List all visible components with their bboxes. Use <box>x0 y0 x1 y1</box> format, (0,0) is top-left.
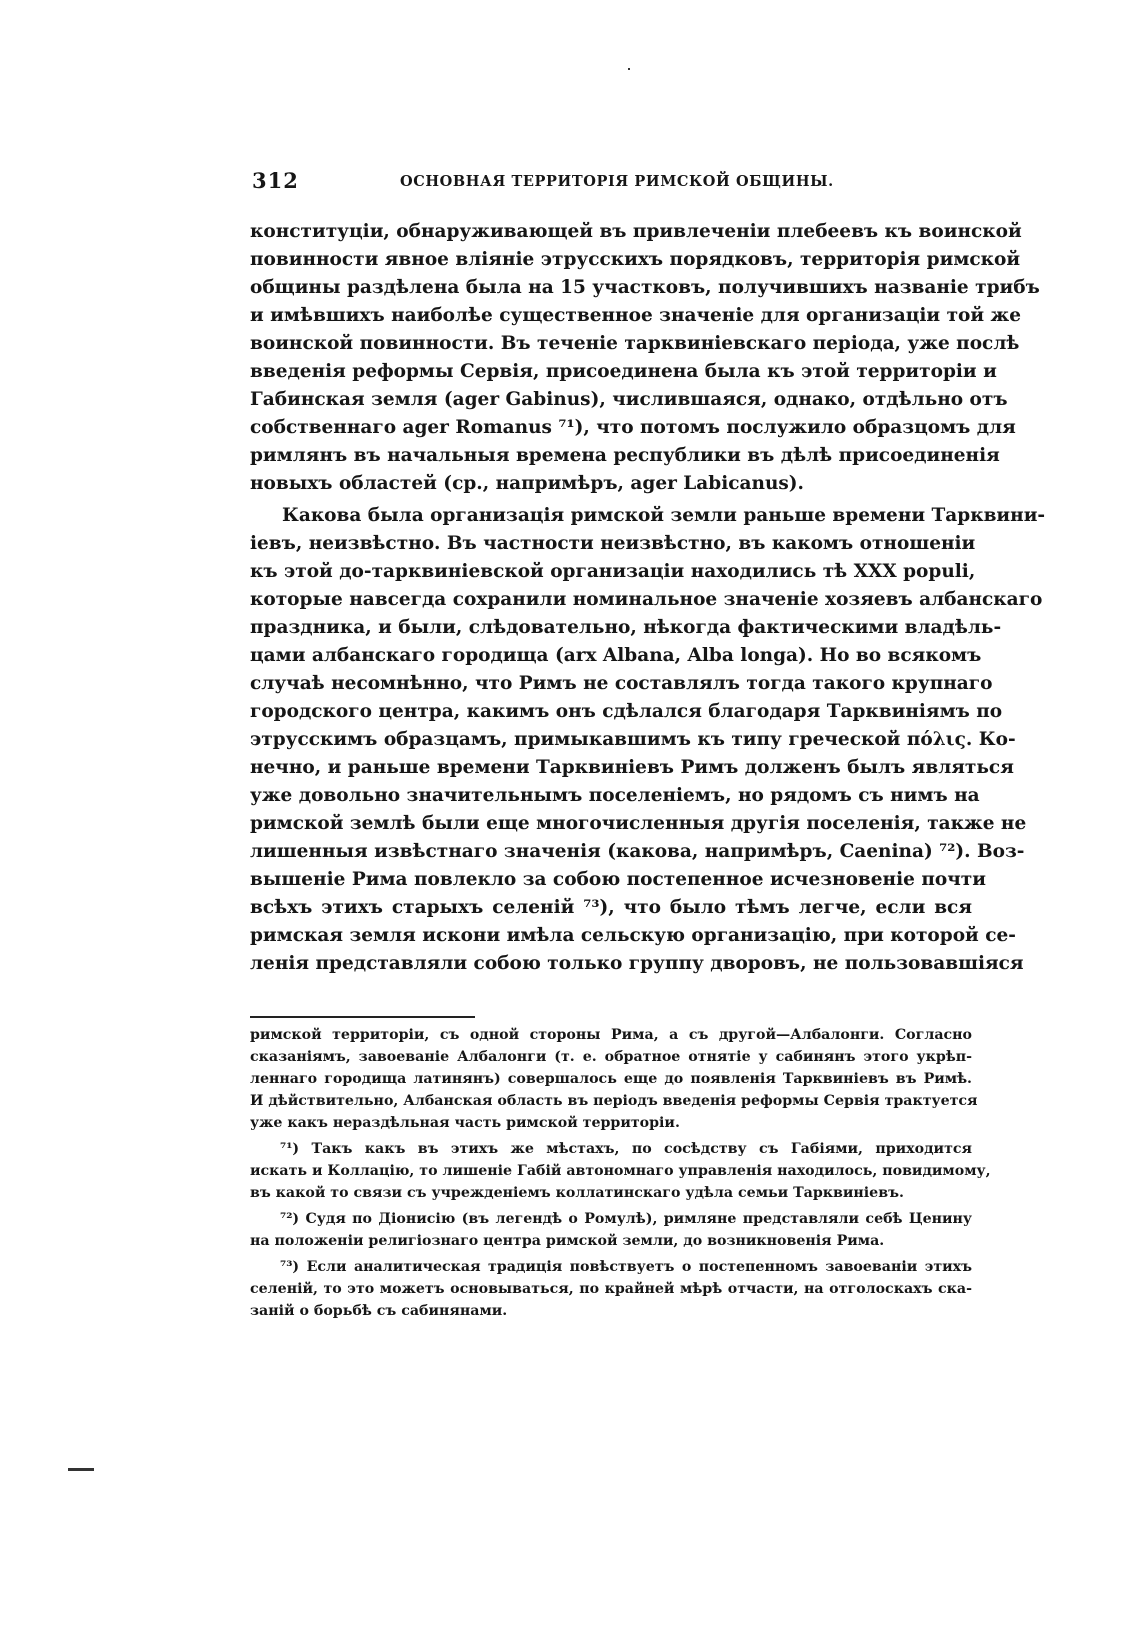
footnote-line: ⁷²) Судя по Діонисію (въ легендѣ о Ромулѣ), римляне представляли себѣ Ценину <box>280 1211 972 1227</box>
footnote-line: римской территоріи, съ одной стороны Рима, а съ другой—Албалонги. Согласно <box>250 1027 972 1043</box>
text-line: римлянъ въ начальныя времена республики въ дѣлѣ присоединенія <box>250 445 1000 466</box>
footnote-line: леннаго городища латинянъ) совершалось еще до появленія Тарквиніевъ въ Римѣ. <box>250 1071 972 1087</box>
text-line: праздника, и были, слѣдовательно, нѣкогда фактическими владѣль- <box>250 617 1002 638</box>
footnote-line: И дѣйствительно, Албанская область въ періодъ введенія реформы Сервія трактуется <box>250 1093 978 1109</box>
text-line: общины раздѣлена была на 15 участковъ, получившихъ названіе трибъ <box>250 277 1040 298</box>
footnote-line: искать и Коллацію, то лишеніе Габій автономнаго управленія находилось, повидимому, <box>250 1163 991 1179</box>
page-number: 312 <box>252 168 299 193</box>
text-line: этрусскимъ образцамъ, примыкавшимъ къ типу греческой πόλις. Ко- <box>250 729 1016 750</box>
text-line: всѣхъ этихъ старыхъ селеній ⁷³), что было тѣмъ легче, если вся <box>250 897 972 918</box>
text-line: лишенныя извѣстнаго значенія (какова, напримѣръ, Caenina) ⁷²). Воз- <box>250 841 1025 862</box>
text-line: римской землѣ были еще многочисленныя другія поселенія, также не <box>250 813 1027 834</box>
text-line: конституціи, обнаруживающей въ привлеченіи плебеевъ къ воинской <box>250 221 1022 242</box>
scan-mark <box>68 1468 94 1471</box>
footnote-line: ⁷³) Если аналитическая традиція повѣствуетъ о постепенномъ завоеваніи этихъ <box>280 1259 972 1275</box>
text-line: Габинская земля (ager Gabinus), числившаяся, однако, отдѣльно отъ <box>250 389 1008 410</box>
text-line: введенія реформы Сервія, присоединена была къ этой территоріи и <box>250 361 997 382</box>
text-line: римская земля искони имѣла сельскую организацію, при которой се- <box>250 925 1016 946</box>
footnote-line: уже какъ нераздѣльная часть римской территоріи. <box>250 1115 680 1131</box>
running-title: ОСНОВНАЯ ТЕРРИТОРІЯ РИМСКОЙ ОБЩИНЫ. <box>400 173 834 190</box>
text-line: уже довольно значительнымъ поселеніемъ, но рядомъ съ нимъ на <box>250 785 980 806</box>
footnote-separator <box>250 1016 475 1018</box>
footnote-line: заній о борьбѣ съ сабинянами. <box>250 1303 508 1319</box>
text-line: вышеніе Рима повлекло за собою постепенное исчезновеніе почти <box>250 869 986 890</box>
footnote-line: селеній, то это можетъ основываться, по крайней мѣрѣ отчасти, на отголоскахъ ска- <box>250 1281 972 1297</box>
text-line: собственнаго ager Romanus ⁷¹), что потомъ послужило образцомъ для <box>250 417 1016 438</box>
text-line: къ этой до-тарквиніевской организаціи находились тѣ XXX populi, <box>250 561 976 582</box>
text-line: ленія представляли собою только группу дворовъ, не пользовавшіяся <box>250 953 1024 974</box>
scan-speck <box>628 68 630 70</box>
text-line: повинности явное вліяніе этрусскихъ порядковъ, территорія римской <box>250 249 1021 270</box>
text-line: Какова была организація римской земли раньше времени Тарквини- <box>282 505 1046 526</box>
text-line: нечно, и раньше времени Тарквиніевъ Римъ долженъ былъ являться <box>250 757 1014 778</box>
text-line: и имѣвшихъ наиболѣе существенное значеніе для организаціи той же <box>250 305 1021 326</box>
footnote-line: сказаніямъ, завоеваніе Албалонги (т. е. обратное отнятіе у сабинянъ этого укрѣп- <box>250 1049 972 1065</box>
footnote-line: въ какой то связи съ учрежденіемъ коллатинскаго удѣла семьи Тарквиніевъ. <box>250 1185 904 1201</box>
text-line: новыхъ областей (ср., напримѣръ, ager Labicanus). <box>250 473 804 494</box>
text-line: цами албанскаго городища (arx Albana, Alba longa). Но во всякомъ <box>250 645 982 666</box>
text-line: которые навсегда сохранили номинальное значеніе хозяевъ албанскаго <box>250 589 1043 610</box>
text-line: іевъ, неизвѣстно. Въ частности неизвѣстно, въ какомъ отношеніи <box>250 533 976 554</box>
text-line: воинской повинности. Въ теченіе тарквиніевскаго періода, уже послѣ <box>250 333 1020 354</box>
text-line: случаѣ несомнѣнно, что Римъ не составлялъ тогда такого крупнаго <box>250 673 993 694</box>
text-line: городского центра, какимъ онъ сдѣлался благодаря Тарквиніямъ по <box>250 701 1003 722</box>
footnote-line: на положеніи религіознаго центра римской земли, до возникновенія Рима. <box>250 1233 885 1249</box>
footnote-line: ⁷¹) Такъ какъ въ этихъ же мѣстахъ, по сосѣдству съ Габіями, приходится <box>280 1141 972 1157</box>
